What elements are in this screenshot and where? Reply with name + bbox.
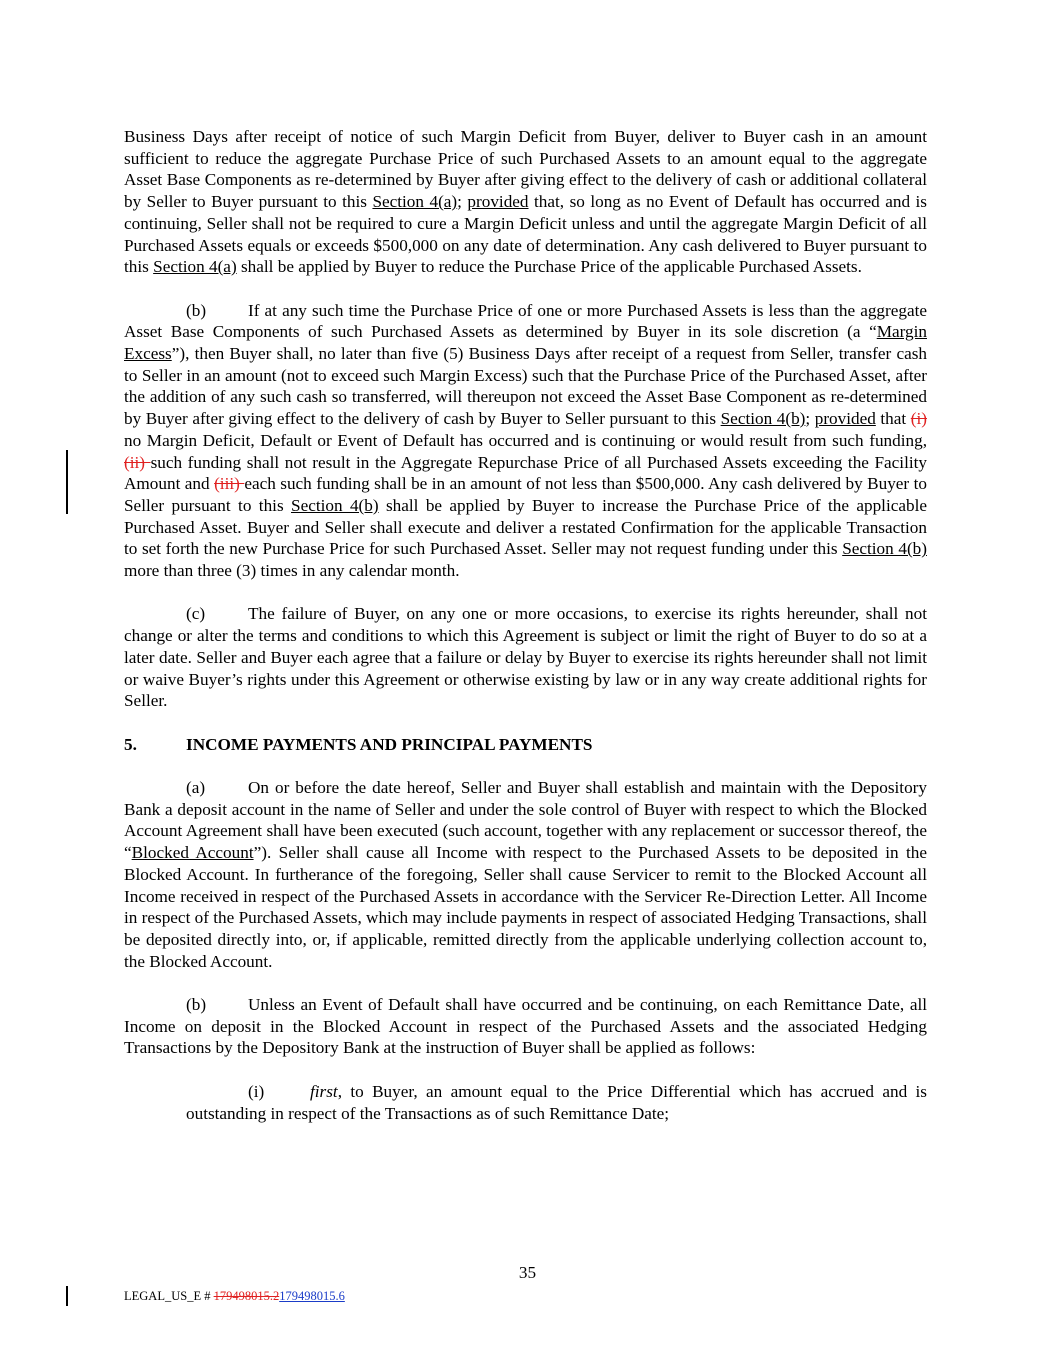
paragraph-label: (c) bbox=[186, 604, 206, 624]
change-bar-footer bbox=[66, 1286, 68, 1306]
paragraph-5a: (a) On or before the date hereof, Seller and Buyer shall establish and maintain with the Depository Bank a deposit account in the name of Seller and under the sole control of Buyer with respect to which the Blocked Account Agreement shall have been executed (such account, together with any replacement or successor thereof, the “Blocked Account”). Seller shall cause all Income with respect to the Purchased Assets to be deposited in the Blocked Account. In furtherance of the foregoing, Seller shall cause Servicer to remit to the Blocked Account all Income received in respect of the Purchased Assets in accordance with the Servicer Re-Direction Letter. All Income in respect of the Purchased Assets, which may include payments in respect of associated Hedging Transactions, shall be deposited directly into, or, if applicable, remitted directly from the applicable underlying collection account to, the Blocked Account. bbox=[124, 778, 927, 971]
cross-reference: Section 4(b) bbox=[842, 539, 927, 559]
paragraph-5b: (b) Unless an Event of Default shall have occurred and be continuing, on each Remittance Date, all Income on deposit in the Blocked Account in respect of the Purchased Assets and the associated Hedging Transactions by the Depository Bank at the instruction of Buyer shall be applied as follows: bbox=[124, 995, 927, 1058]
deleted-doc-id: 179498015.2 bbox=[213, 1289, 280, 1303]
deleted-text: (ii) bbox=[124, 452, 151, 472]
paragraph-5b-i: (i) first, to Buyer, an amount equal to the Price Differential which has accrued and is outstanding in respect of the Transactions as of such Remittance Date; bbox=[186, 1081, 927, 1123]
provided-term: provided bbox=[814, 409, 876, 429]
inserted-doc-id: 179498015.6 bbox=[279, 1289, 345, 1303]
cross-reference: Section 4(a) bbox=[372, 192, 458, 212]
page-number: 35 bbox=[518, 1263, 537, 1282]
paragraph-label: (b) bbox=[186, 995, 207, 1015]
deleted-text: (iii) bbox=[214, 474, 245, 494]
paragraph-label: (b) bbox=[186, 300, 207, 320]
change-bar bbox=[66, 450, 68, 514]
emphasis-first: first bbox=[310, 1081, 338, 1101]
cross-reference: Section 4(b) bbox=[720, 409, 806, 429]
deleted-text: (i) bbox=[910, 409, 927, 429]
paragraph-4a-continued: Business Days after receipt of notice of such Margin Deficit from Buyer, deliver to Buyer cash in an amount sufficient to reduce the aggregate Purchase Price of such Purchased Assets to an amount equal to the aggregate Asset Base Components as re-determined by Buyer after giving effect to the delivery of cash or additional collateral by Seller to Buyer pursuant to this Section 4(a); provided that, so long as no Event of Default has occurred and is continuing, Seller shall not be required to cure a Margin Deficit unless and until the aggregate Margin Deficit of all Purchased Assets equals or exceeds $500,000 on any date of determination. Any cash delivered to Buyer pursuant to this Section 4(a) shall be applied by Buyer to reduce the Purchase Price of the applicable Purchased Assets. bbox=[124, 127, 927, 277]
section-5-heading bbox=[124, 734, 927, 756]
paragraph-4c: (c) The failure of Buyer, on any one or more occasions, to exercise its rights hereunder, shall not change or alter the terms and conditions to which this Agreement is subject or limit the right of Buyer to do so at a later date. Seller and Buyer each agree that a failure or delay by Buyer to exercise its rights hereunder shall not limit or waive Buyer’s rights under this Agreement or otherwise existing by law or in any way create additional rights for Seller. bbox=[124, 604, 927, 711]
paragraph-4b: (b) If at any such time the Purchase Price of one or more Purchased Assets is less than the aggregate Asset Base Components of such Purchased Assets as determined by Buyer in its sole discretion (a “Margin Excess”), then Buyer shall, no later than five (5) Business Days after receipt of a request from Seller, transfer cash to Seller in an amount (not to exceed such Margin Excess) such that the Purchase Price of the Purchased Asset, after the addition of any such cash so transferred, will thereupon not exceed the Asset Base Component as re-determined by Buyer after giving effect to the delivery of cash by Buyer to Seller pursuant to this Section 4(b); provided that (i) no Margin Deficit, Default or Event of Default has occurred and is continuing or would result from such funding, (ii) such funding shall not result in the Aggregate Repurchase Price of all Purchased Assets exceeding the Facility Amount and (iii) each such funding shall be in an amount of not less than $500,000. Any cash delivered by Buyer to Seller pursuant to this Section 4(b) shall be applied by Buyer to increase the Purchase Price of the applicable Purchased Asset. Buyer and Seller shall execute and deliver a restated Confirmation for the applicable Transaction to set forth the new Purchase Price for such Purchased Asset. Seller may not request funding under this Section 4(b) more than three (3) times in any calendar month. bbox=[124, 300, 928, 581]
cross-reference: Section 4(b) bbox=[291, 495, 379, 515]
cross-reference: Section 4(a) bbox=[153, 257, 237, 277]
paragraph-label: (i) bbox=[248, 1081, 265, 1101]
section-number: 5. bbox=[124, 734, 137, 754]
defined-term: Blocked Account bbox=[131, 843, 254, 863]
document-id-footer: LEGAL_US_E # 179498015.2179498015.6 bbox=[124, 1289, 345, 1303]
defined-term: Margin Excess bbox=[124, 322, 927, 364]
page-body bbox=[124, 126, 927, 1124]
paragraph-label: (a) bbox=[186, 778, 206, 798]
provided-term: provided bbox=[467, 192, 529, 212]
section-title: INCOME PAYMENTS AND PRINCIPAL PAYMENTS bbox=[186, 734, 593, 754]
